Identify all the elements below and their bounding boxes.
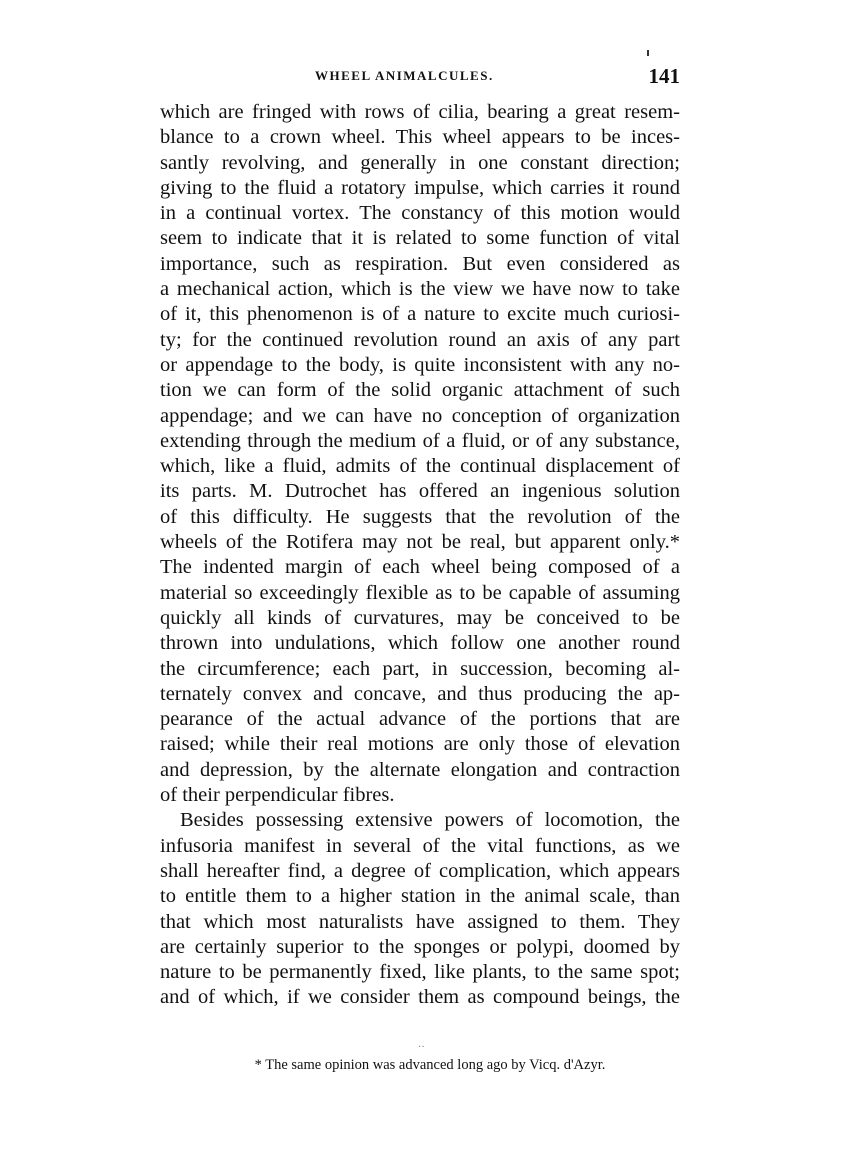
text-line: or appendage to the body, is quite inconsistent with any no- [160, 353, 680, 376]
text-line: appendage; and we can have no conception of organization [160, 404, 680, 427]
text-line: that which most naturalists have assigned to them. They [160, 910, 680, 933]
text-line: of it, this phenomenon is of a nature to excite much curiosi- [160, 303, 680, 326]
text-line: which, like a fluid, admits of the continual displacement of [160, 455, 680, 478]
text-line: wheels of the Rotifera may not be real, but apparent only.* [160, 531, 680, 554]
text-line: a mechanical action, which is the view we have now to take [160, 278, 680, 301]
separator-mark: ·· [418, 1042, 425, 1053]
text-line: nature to be permanently fixed, like plants, to the same spot; [160, 961, 680, 984]
running-head [160, 64, 680, 90]
text-line: which are fringed with rows of cilia, bearing a great resem- [160, 101, 680, 123]
text-line: the circumference; each part, in succession, becoming al- [160, 657, 680, 680]
text-line: of this difficulty. He suggests that the revolution of the [160, 505, 680, 528]
text-line: giving to the fluid a rotatory impulse, which carries it round [160, 176, 680, 199]
text-line: importance, such as respiration. But even considered as [160, 252, 680, 275]
text-line: The indented margin of each wheel being composed of a [160, 556, 680, 579]
text-line: are certainly superior to the sponges or polypi, doomed by [160, 935, 680, 958]
text-line: material so exceedingly flexible as to be capable of assuming [160, 581, 680, 604]
text-line: to entitle them to a higher station in the animal scale, than [160, 885, 680, 908]
running-title: WHEEL ANIMALCULES. [315, 68, 494, 83]
paragraph-start-line: Besides possessing extensive powers of locomotion, the [180, 809, 680, 832]
text-line: thrown into undulations, which follow one another round [160, 632, 680, 655]
text-line: tion we can form of the solid organic attachment of such [160, 379, 680, 402]
text-line: ty; for the continued revolution round an axis of any part [160, 328, 680, 351]
text-line: infusoria manifest in several of the vital functions, as we [160, 834, 680, 857]
footnote: * The same opinion was advanced long ago by Vicq. d'Azyr. [254, 1057, 606, 1073]
text-line: and of which, if we consider them as compound beings, the [160, 986, 680, 1009]
text-line: its parts. M. Dutrochet has offered an ingenious solution [160, 480, 680, 503]
page-number: 141 [648, 64, 680, 88]
text-line: santly revolving, and generally in one constant direction; [160, 151, 680, 174]
body-text [160, 100, 680, 1011]
text-line: pearance of the actual advance of the portions that are [160, 708, 680, 731]
text-line: and depression, by the alternate elongation and contraction [160, 758, 680, 781]
text-line: blance to a crown wheel. This wheel appears to be inces- [160, 126, 680, 149]
text-line: quickly all kinds of curvatures, may be conceived to be [160, 606, 680, 629]
printer-mark [647, 50, 649, 56]
text-line: ternately convex and concave, and thus producing the ap- [160, 682, 680, 705]
text-line: in a continual vortex. The constancy of this motion would [160, 202, 680, 225]
text-line: raised; while their real motions are only those of elevation [160, 733, 680, 756]
text-line: seem to indicate that it is related to some function of vital [160, 227, 680, 250]
text-line: shall hereafter find, a degree of complication, which appears [160, 859, 680, 882]
paragraph-end-line: of their perpendicular fibres. [160, 784, 395, 807]
text-line: extending through the medium of a fluid, or of any substance, [160, 429, 680, 452]
